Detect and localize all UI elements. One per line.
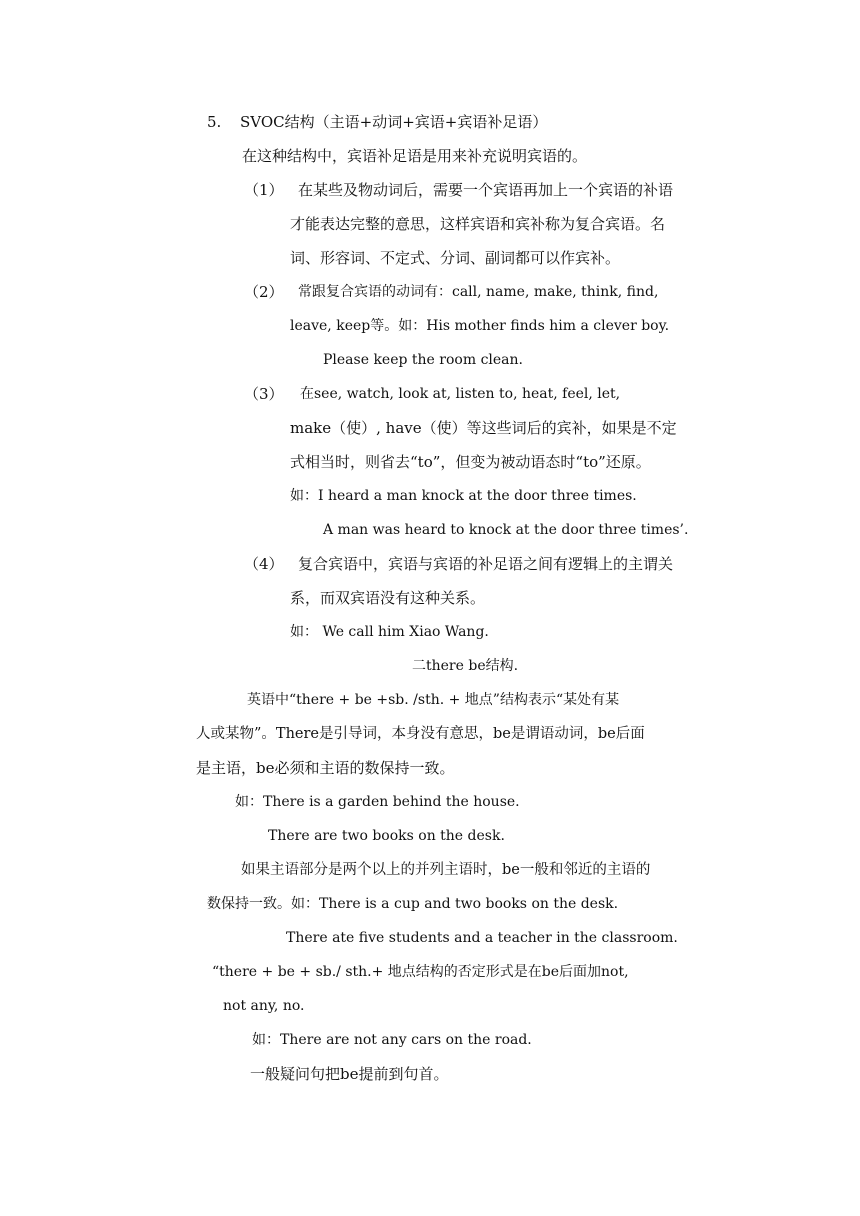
item-text-line: 词、形容词、不定式、分词、副词都可以作宾补。 — [290, 249, 621, 267]
item-text-line: 常跟复合宾语的动词有：call, name, make, think, find, — [298, 284, 659, 300]
paragraph-line: “there + be + sb./ sth.+ 地点结构的否定形式是在be后面加not, — [212, 964, 629, 980]
item-text-line: 复合宾语中，宾语与宾语的补足语之间有逻辑上的主谓关 — [298, 555, 674, 573]
example-line: 如：There are not any cars on the road. — [252, 1032, 532, 1048]
example-line: 如： We call him Xiao Wang. — [290, 624, 489, 640]
item-text-line: 系，而双宾语没有这种关系。 — [290, 589, 486, 607]
section-intro: 在这种结构中，宾语补足语是用来补充说明宾语的。 — [242, 147, 588, 165]
item-number: （3） — [244, 385, 284, 403]
item-number: （2） — [244, 283, 284, 301]
paragraph-line: not any, no. — [223, 998, 305, 1014]
item-text-line: 在see, watch, look at, listen to, heat, feel, let, — [300, 386, 621, 402]
item-text-line: make（使）, have（使）等这些词后的宾补，如果是不定 — [290, 419, 677, 437]
section-title: SVOC结构（主语+动词+宾语+宾语补足语） — [240, 113, 548, 131]
paragraph-line: 英语中“there + be +sb. /sth. + 地点”结构表示“某处有某 — [247, 692, 620, 708]
example-line: There are two books on the desk. — [268, 828, 505, 844]
item-number: （4） — [244, 555, 284, 573]
item-text-line: 式相当时，则省去“to”，但变为被动语态时“to”还原。 — [290, 453, 651, 471]
example-line: 如：There is a garden behind the house. — [235, 794, 520, 810]
item-text-line: 在某些及物动词后，需要一个宾语再加上一个宾语的补语 — [298, 181, 674, 199]
example-line: There ate five students and a teacher in the classroom. — [286, 930, 678, 946]
section-number: 5. — [207, 113, 222, 131]
paragraph-line: 人或某物”。There是引导词，本身没有意思，be是谓语动词，be后面 — [196, 726, 645, 742]
section-heading: 二there be结构. — [412, 658, 519, 674]
item-text-line: 才能表达完整的意思，这样宾语和宾补称为复合宾语。名 — [290, 215, 666, 233]
paragraph-line: 是主语，be必须和主语的数保持一致。 — [196, 759, 455, 777]
item-text-line: leave, keep等。如：His mother finds him a clever boy. — [290, 318, 670, 334]
example-line: A man was heard to knock at the door three times’. — [323, 522, 689, 538]
example-line: 如：I heard a man knock at the door three times. — [290, 488, 637, 504]
item-number: （1） — [244, 181, 284, 199]
paragraph-line: 数保持一致。如：There is a cup and two books on the desk. — [207, 896, 619, 912]
example-line: Please keep the room clean. — [323, 352, 523, 368]
paragraph-line: 如果主语部分是两个以上的并列主语时，be一般和邻近的主语的 — [241, 862, 651, 878]
paragraph-line: 一般疑问句把be提前到句首。 — [250, 1065, 449, 1083]
